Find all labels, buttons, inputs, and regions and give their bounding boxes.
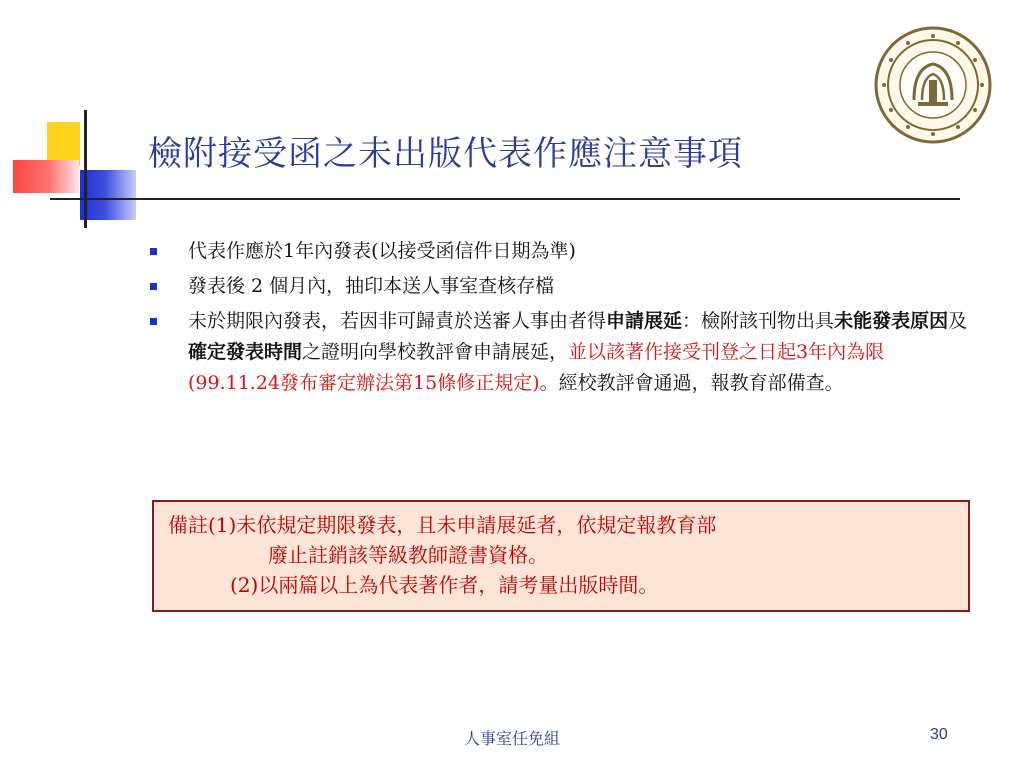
footer-department: 人事室任免組	[463, 731, 560, 748]
deco-red-bar	[13, 160, 79, 193]
bullet-text: ：	[682, 310, 702, 332]
title-underline	[50, 198, 960, 200]
university-seal-icon	[874, 26, 992, 144]
bullet-square-icon	[150, 283, 157, 290]
emphasis-reason: 未能發表原因	[834, 310, 949, 332]
emphasis-apply-extension: 申請展延	[606, 310, 683, 332]
red-regulation-text: (99.11.24發布審定辦法第15條修正規定)	[188, 372, 540, 394]
bullet-square-icon	[150, 248, 157, 255]
list-item	[150, 271, 970, 302]
bullet-square-icon	[150, 318, 157, 325]
list-item	[150, 306, 970, 399]
red-limit-text: 並以該著作接受刊登之日起3年內為限	[568, 341, 885, 363]
bullet-text: 代表作應於1年內發表(以接受函信件日期為準)	[188, 240, 576, 262]
bullet-text: 之證明向學校教評會申請展延，	[302, 341, 569, 363]
page-number: 30	[930, 726, 948, 743]
list-item	[150, 236, 970, 267]
bullet-text: 未於期限內發表，若因非可歸責於送審人事由者得	[188, 310, 607, 332]
deco-blue-square	[80, 170, 136, 220]
bullet-text: 發表後 2 個月內，抽印本送人事室查核存檔	[188, 275, 555, 297]
bullet-text: 檢附該刊物出具	[701, 310, 835, 332]
note-line-1: 備註(1)未依規定期限發表，且未申請展延者，依規定報教育部	[168, 513, 717, 537]
footer	[0, 726, 1024, 750]
note-line-2: 廢止註銷該等級教師證書資格。	[268, 543, 548, 567]
bullet-list	[150, 236, 970, 399]
note-line-3: (2)以兩篇以上為代表著作者，請考量出版時間。	[230, 573, 659, 597]
bullet-text: 及	[948, 310, 968, 332]
bullet-text: 。經校教評會通過，報教育部備查。	[539, 372, 844, 394]
emphasis-publish-time: 確定發表時間	[188, 341, 303, 363]
deco-vertical-line	[84, 110, 87, 228]
slide-title: 檢附接受函之未出版代表作應注意事項	[148, 134, 743, 174]
note-box	[152, 500, 970, 612]
